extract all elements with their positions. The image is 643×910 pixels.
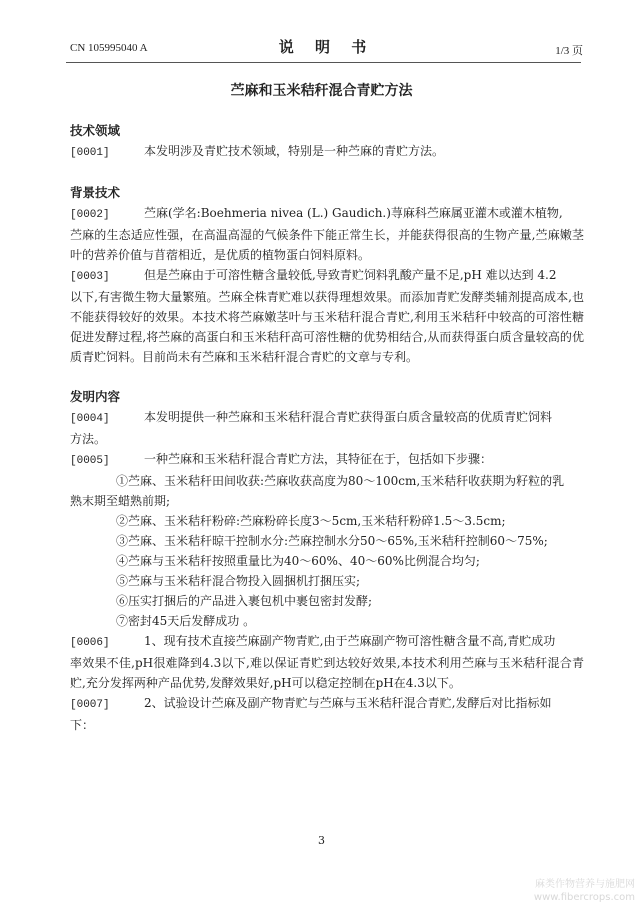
paragraph-0004-cont: 方法。 [70, 432, 107, 446]
section-heading-invention: 发明内容 [70, 389, 121, 404]
step-3: ③苎麻、玉米秸秆晾干控制水分:苎麻控制水分50～65%,玉米秸秆控制60～75%; [116, 534, 548, 548]
para-text: 苎麻(学名:Boehmeria nivea (L.) Gaudich.)荨麻科苎麻属亚灌木或灌木植物, [144, 206, 563, 220]
watermark-site-name: 麻类作物营养与施肥网 [535, 879, 635, 890]
document-title: 苎麻和玉米秸秆混合青贮方法 [230, 83, 413, 99]
paragraph-0006-cont: 率效果不佳,pH很难降到4.3以下,难以保证青贮到达较好效果,本技术利用苎麻与玉米秸秆混合青贮,充分发挥两种产品优势,发酵效果好,pH可以稳定控制在pH在4.3以下。 [70, 656, 584, 690]
step-1-cont: 熟末期至蜡熟前期; [70, 494, 171, 508]
para-number: [0004] [70, 413, 110, 425]
step-4: ④苎麻与玉米秸秆按照重量比为40～60%、40～60%比例混合均匀; [116, 554, 480, 568]
watermark-url: www.fibercrops.com [533, 892, 635, 903]
page-number: 3 [318, 834, 325, 847]
paragraph-0007 [70, 693, 584, 715]
page-header [70, 36, 583, 58]
step-7: ⑦密封45天后发酵成功 。 [116, 614, 256, 628]
step-6: ⑥压实打捆后的产品进入裹包机中裹包密封发酵; [116, 594, 373, 608]
header-rule [66, 62, 581, 63]
paragraph-0002 [70, 203, 584, 225]
section-heading-background: 背景技术 [70, 185, 121, 200]
para-number: [0002] [70, 209, 110, 221]
para-number: [0006] [70, 637, 110, 649]
step-5: ⑤苎麻与玉米秸秆混合物投入圆捆机打捆压实; [116, 574, 361, 588]
paragraph-0004 [70, 407, 584, 429]
paragraph-0003-cont: 以下,有害微生物大量繁殖。苎麻全株青贮难以获得理想效果。而添加青贮发酵类辅剂提高成本,也不能获得较好的效果。本技术将苎麻嫩茎叶与玉米秸秆混合青贮,利用玉米秸秆中较高的可溶性糖促进发酵过程,将苎麻的高蛋白和玉米秸秆高可溶性糖的优势相结合,从而获得蛋白质含量较高的优质青贮饲料。目前尚未有苎麻和玉米秸秆混合青贮的文章与专利。 [70, 290, 584, 364]
page-indicator: 1/3 页 [555, 45, 583, 57]
document-type: 说 明 书 [278, 38, 375, 56]
step-1: ①苎麻、玉米秸秆田间收获:苎麻收获高度为80～100cm,玉米秸秆收获期为籽粒的乳 [116, 474, 565, 488]
para-text: 2、试验设计苎麻及副产物青贮与苎麻与玉米秸秆混合青贮,发酵后对比指标如 [144, 696, 552, 710]
paragraph-0002-cont: 苎麻的生态适应性强，在高温高湿的气候条件下能正常生长，并能获得很高的生物产量,苎麻嫩茎叶的营养价值与苜蓿相近，是优质的植物蛋白饲料原料。 [70, 228, 584, 262]
paragraph-0001 [70, 141, 584, 163]
para-text: 一种苎麻和玉米秸秆混合青贮方法，其特征在于，包括如下步骤： [144, 452, 493, 466]
para-text: 本发明提供一种苎麻和玉米秸秆混合青贮获得蛋白质含量较高的优质青贮饲料 [144, 410, 553, 424]
step-2: ②苎麻、玉米秸秆粉碎:苎麻粉碎长度3～5cm,玉米秸秆粉碎1.5～3.5cm; [116, 514, 506, 528]
para-number: [0005] [70, 455, 110, 467]
watermark [534, 878, 635, 904]
para-number: [0001] [70, 147, 110, 159]
para-text: 本发明涉及青贮技术领域，特别是一种苎麻的青贮方法。 [144, 144, 445, 158]
para-number: [0007] [70, 699, 110, 711]
paragraph-0006 [70, 631, 584, 653]
document-body [70, 121, 584, 735]
paragraph-0007-cont: 下： [70, 718, 95, 732]
section-heading-tech-field: 技术领域 [70, 123, 121, 138]
paragraph-0003 [70, 265, 584, 287]
paragraph-0005 [70, 449, 584, 471]
para-text: 1、现有技术直接苎麻副产物青贮,由于苎麻副产物可溶性糖含量不高,青贮成功 [144, 634, 556, 648]
para-text: 但是苎麻由于可溶性糖含量较低,导致青贮饲料乳酸产量不足,pH 难以达到 4.2 [144, 268, 557, 282]
patent-number: CN 105995040 A [70, 42, 148, 54]
para-number: [0003] [70, 271, 110, 283]
